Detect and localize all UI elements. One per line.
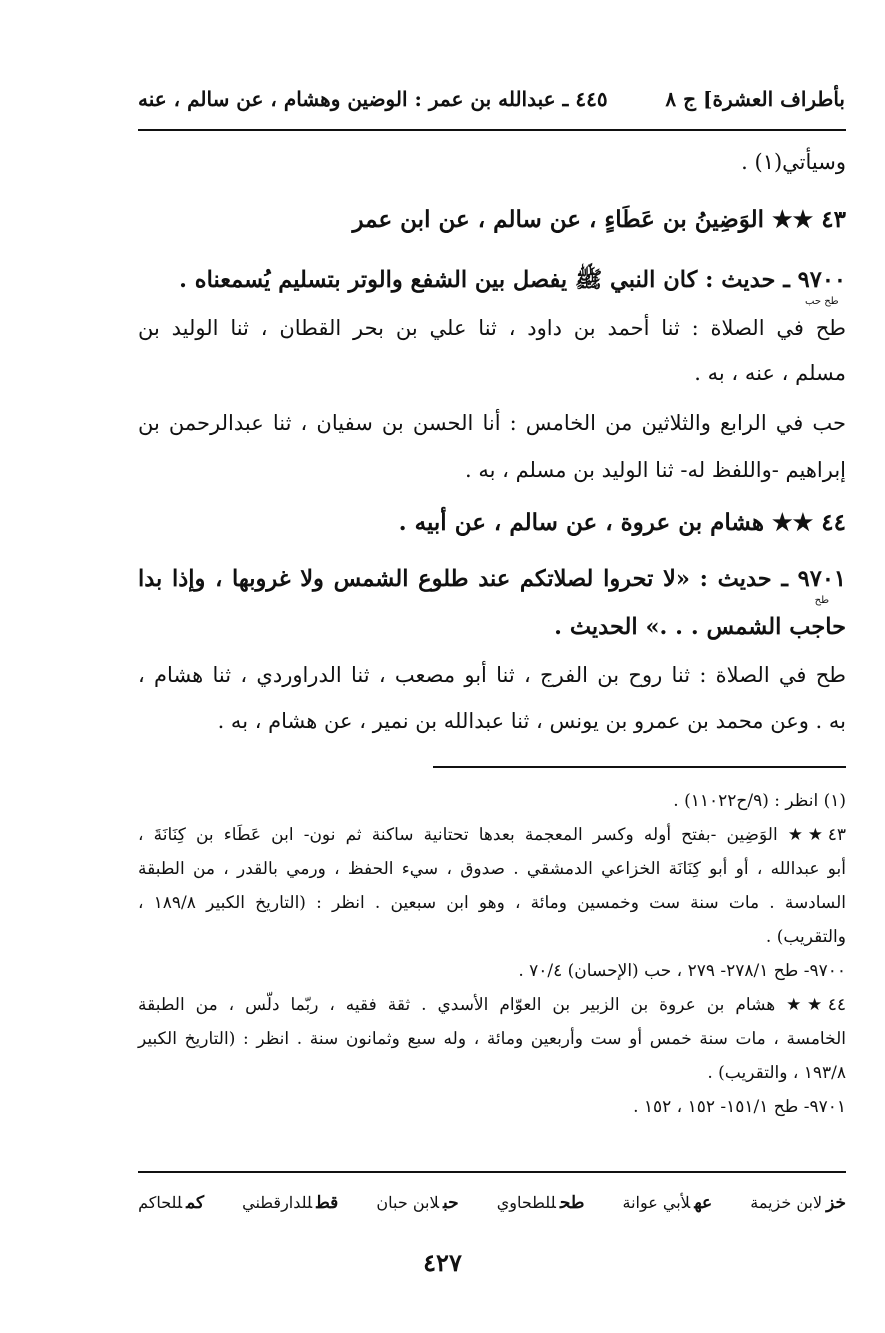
legend-source: لأبي عوانة [622, 1193, 691, 1212]
hadith-9700-sources: طح حب [805, 296, 839, 307]
hadith-9700-tahawi-line-1: طح في الصلاة : ثنا أحمد بن داود ، ثنا علي بن بحر القطان ، ثنا الوليد بن [138, 316, 846, 340]
hadith-9700-hibban-line-2: إبراهيم -واللفظ له- ثنا الوليد بن مسلم ، به . [464, 458, 846, 482]
running-head [138, 84, 845, 114]
hadith-9701-number-wrap [797, 562, 846, 606]
hadith-9700-text: ـ حديث : كان النبي ﷺ يفصل بين الشفع والوتر بتسليم يُسمعناه . [179, 267, 790, 293]
legend-abbr: عه [694, 1193, 713, 1213]
legend-rule [138, 1171, 846, 1173]
footnote-43-line-2: أبو عبدالله ، أو أبو كِنَانَة الخزاعي الدمشقي . صدوق ، سيء الحفظ ، ورمي بالقدر ، من الطبقة [138, 859, 846, 879]
hadith-9700-tahawi-line-2: مسلم ، عنه ، به . [694, 361, 846, 385]
intro-line: وسيأتي(١) . [741, 150, 846, 174]
abbreviation-legend [138, 1188, 846, 1218]
legend-item [750, 1193, 846, 1213]
legend-abbr: حب [443, 1193, 459, 1213]
footnote-44-line-1: ٤٤★★ هشام بن عروة بن الزبير بن العوّام الأسدي . ثقة فقيه ، ربّما دلّس ، من الطبقة [138, 995, 846, 1015]
legend-abbr: كم [186, 1193, 205, 1213]
hadith-9700-heading [138, 263, 846, 307]
legend-source: لابن خزيمة [750, 1193, 823, 1212]
legend-item [242, 1193, 338, 1213]
hadith-9701-number: ٩٧٠١ [797, 566, 846, 592]
hadith-9701-sources: طح [814, 595, 830, 606]
legend-abbr: خز [826, 1193, 846, 1213]
header-rule [138, 129, 846, 131]
footnote-43-line-4: والتقريب) . [765, 927, 846, 947]
footnote-1: (١) انظر : (٩/ح١١٠٢٢) . [673, 791, 846, 811]
footnote-44-line-2: الخامسة ، مات سنة خمس أو ست وأربعين ومائة ، وله سبع وثمانون سنة . انظر : (التاريخ الكبير [138, 1029, 846, 1049]
hadith-9701-tahawi-line-1: طح في الصلاة : ثنا روح بن الفرج ، ثنا أبو مصعب ، ثنا الدراوردي ، ثنا هشام ، [138, 663, 846, 687]
footnote-43-line-3: السادسة . مات سنة ست وخمسين ومائة ، وهو ابن سبعين . انظر : (التاريخ الكبير ١٨٩/٨ ، [138, 893, 847, 913]
legend-abbr: قط [316, 1193, 339, 1213]
hadith-9701-text-line-2: حاجب الشمس . . .» الحديث . [554, 614, 846, 640]
section-43-title: ٤٣ ★★ الوَضِينُ بن عَطَاءٍ ، عن سالم ، عن ابن عمر [352, 206, 846, 233]
section-44-title: ٤٤ ★★ هشام بن عروة ، عن سالم ، عن أبيه . [398, 509, 846, 536]
legend-item [497, 1193, 585, 1213]
legend-source: لابن حبان [376, 1193, 439, 1212]
footnote-9701: ٩٧٠١- طح ١٥١/١- ١٥٢ ، ١٥٢ . [633, 1097, 846, 1117]
hadith-9700-number: ٩٧٠٠ [797, 267, 846, 293]
footnote-9700: ٩٧٠٠- طح ٢٧٨/١- ٢٧٩ ، حب (الإحسان) ٧٠/٤ . [518, 961, 846, 981]
running-head-right: بأطراف العشرة] ج ٨ [665, 87, 845, 111]
legend-abbr: طح [559, 1193, 585, 1213]
running-head-left: ٤٤٥ ـ عبدالله بن عمر : الوضين وهشام ، عن سالم ، عنه [138, 87, 608, 111]
hadith-9701-heading [138, 562, 846, 606]
hadith-9700-hibban-line-1: حب في الرابع والثلاثين من الخامس : أنا الحسن بن سفيان ، ثنا عبدالرحمن بن [138, 411, 846, 435]
footnote-44-line-3: ١٩٣/٨ ، والتقريب) . [707, 1063, 846, 1083]
legend-source: للطحاوي [496, 1193, 556, 1212]
hadith-9701-text-line-1: ـ حديث : «لا تحروا لصلاتكم عند طلوع الشمس ولا غروبها ، وإذا بدا [138, 566, 788, 592]
footnote-separator [433, 766, 846, 768]
legend-item [622, 1193, 712, 1213]
legend-source: للدارقطني [242, 1193, 313, 1212]
hadith-9700-number-wrap [797, 263, 846, 307]
hadith-9701-tahawi-line-2: به . وعن محمد بن عمرو بن يونس ، ثنا عبدالله بن نمير ، عن هشام ، به . [217, 709, 846, 733]
legend-source: للحاكم [138, 1193, 183, 1212]
legend-item [376, 1193, 458, 1213]
legend-item [138, 1193, 204, 1213]
page-number: ٤٢٧ [423, 1248, 462, 1277]
footnote-43-line-1: ٤٣★★ الوَضِين -بفتح أوله وكسر المعجمة بعدها تحتانية ساكنة ثم نون- ابن عَطَاء بن كِنَانَةَ ، [138, 825, 846, 845]
